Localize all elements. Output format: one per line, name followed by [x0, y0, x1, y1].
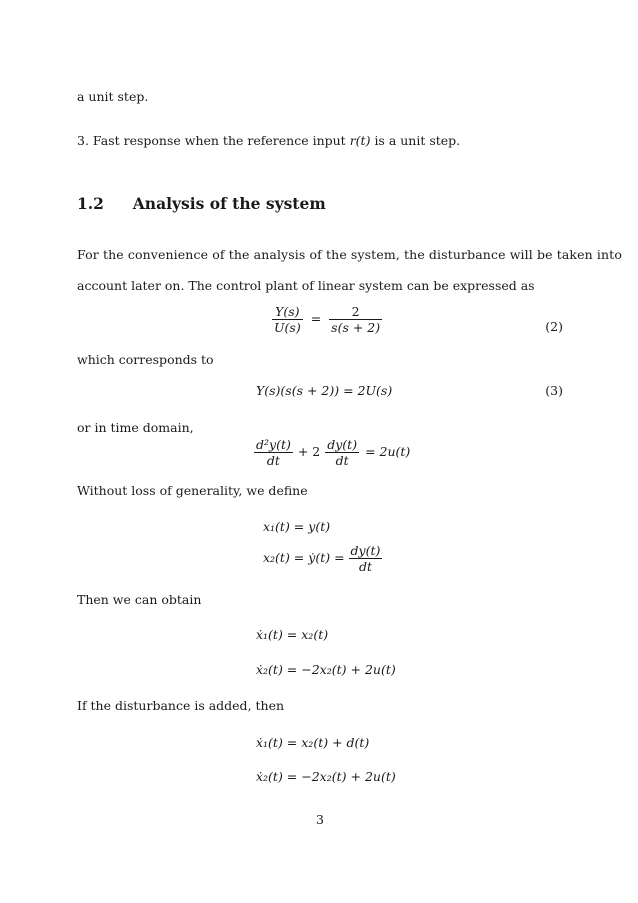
fraction: $\frac{\text{d²y(t)}}{dt}$ — [256, 437, 291, 468]
equation-x1-dot-disturbed: ẋ₁(t) = x₂(t) + d(t) — [256, 735, 370, 750]
list-item-3 — [77, 133, 460, 149]
fraction: $\frac{dy(t)}{dt}$ — [350, 543, 381, 574]
equation-x2-dot: ẋ₂(t) = −2x₂(t) + 2u(t) — [256, 662, 396, 677]
equation-2: $\frac{Y(s)}{U(s)}$ = $\frac{2}{s(s + 2)}$ — [274, 304, 381, 335]
paragraph-line: For the convenience of the analysis of the system, the disturbance will be taken into — [77, 247, 622, 262]
equation-3: Y(s)(s(s + 2)) = 2U(s) — [256, 383, 393, 398]
list-item-text: is a unit step. — [374, 133, 461, 148]
section-title: Analysis of the system — [132, 194, 326, 213]
inline-math: r(t) — [349, 133, 371, 148]
paragraph-line: account later on. The control plant of linear system can be expressed as — [77, 278, 535, 293]
paragraph-line: If the disturbance is added, then — [77, 698, 285, 713]
paragraph-line: which corresponds to — [77, 352, 214, 367]
paragraph-line: or in time domain, — [77, 420, 194, 435]
section-number: 1.2 — [77, 194, 104, 213]
page-number: 3 — [316, 812, 324, 827]
definition-x1: x₁(t) = y(t) — [263, 519, 331, 534]
equation-x1-dot: ẋ₁(t) = x₂(t) — [256, 627, 329, 642]
fraction: $\frac{2}{s(s + 2)}$ — [331, 304, 381, 335]
equation-time-domain: $\frac{\text{d²y(t)}}{dt}$ + 2 $\frac{dy(t)}{dt}$ = 2u(t) — [256, 437, 411, 468]
list-item-number: 3. — [77, 133, 89, 148]
equation-x2-dot-disturbed: ẋ₂(t) = −2x₂(t) + 2u(t) — [256, 769, 396, 784]
fraction: $\frac{Y(s)}{U(s)}$ — [274, 304, 301, 335]
definition-x2: x₂(t) = ẏ(t) = $\frac{dy(t)}{dt}$ — [263, 543, 381, 574]
paragraph-line: Then we can obtain — [77, 592, 202, 607]
text-line: a unit step. — [77, 89, 149, 104]
equation-number: (2) — [545, 319, 563, 334]
equation-number: (3) — [545, 383, 563, 398]
list-item-text: Fast response when the reference input — [92, 133, 346, 148]
section-heading — [77, 194, 326, 213]
fraction: $\frac{dy(t)}{dt}$ — [327, 437, 358, 468]
paragraph-line: Without loss of generality, we define — [77, 483, 308, 498]
